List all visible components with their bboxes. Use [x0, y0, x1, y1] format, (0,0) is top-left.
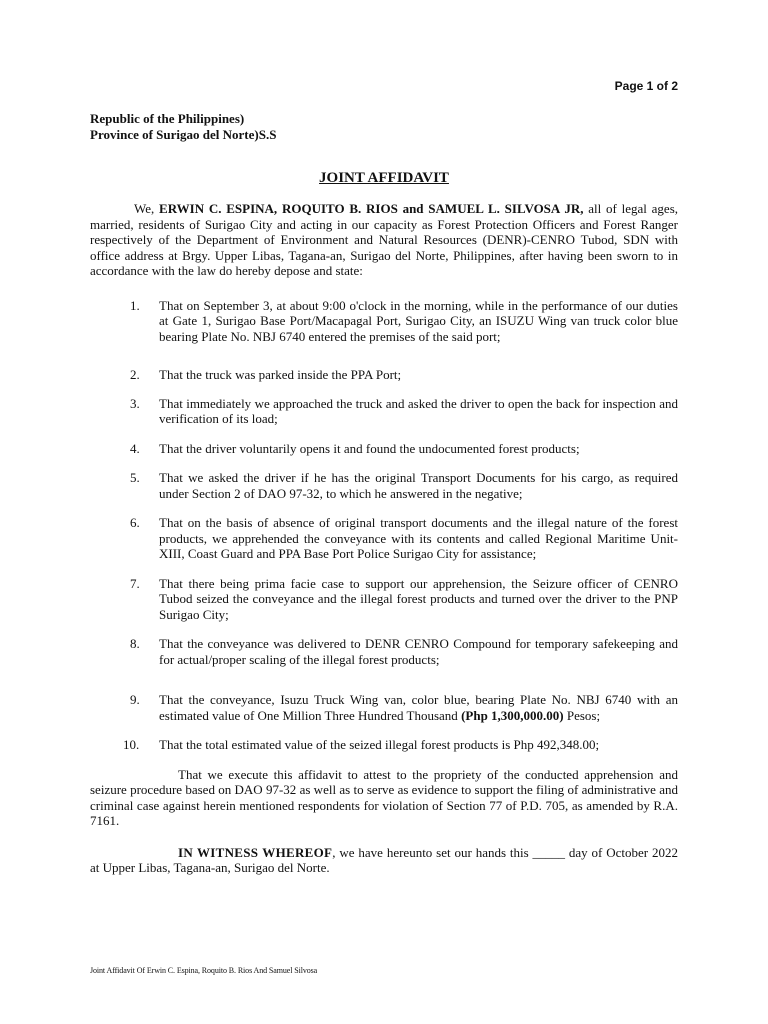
- affidavit-body: [90, 201, 678, 876]
- item-text: That the conveyance, Isuzu Truck Wing van, color blue, bearing Plate No. NBJ 6740 with an estimated value of One Million Three Hundred Thousand: [159, 692, 678, 723]
- item-text: That on the basis of absence of original transport documents and the illegal nature of the forest products, we apprehended the conveyance with its contents and called Regional Maritime Unit-XIII, Coast Guard and PPA Base Port Police Surigao City for assistance;: [159, 515, 678, 561]
- affiant-names: ERWIN C. ESPINA, ROQUITO B. RIOS and SAMUEL L. SILVOSA JR,: [159, 201, 584, 216]
- item-text-after: Pesos;: [563, 707, 601, 723]
- venue-province: Province of Surigao del Norte)S.S: [90, 127, 277, 142]
- closing-paragraph: That we execute this affidavit to attest to the propriety of the conducted apprehension and seizure procedure based on DAO 97-32 as well as to serve as evidence to support the filing of administrative and criminal case against herein mentioned respondents for violation of Section 77 of P.D. 705, as amended by R.A. 7161.: [90, 766, 678, 828]
- item-number: 9.: [130, 692, 140, 707]
- item-number: 7.: [130, 575, 140, 591]
- intro-rest: all of legal ages, married, residents of Surigao City and acting in our capacity as Forest Protection Officers and Forest Ranger respectively of the Department of Environment and Natural Resources (DENR)-CENRO Tubod, SDN with office address at Brgy. Upper Libas, Tagana-an, Surigao del Norte, Philippines, after having been sworn to in accordance with the law do hereby depose and state:: [90, 201, 679, 278]
- list-item: [90, 692, 678, 723]
- item-number: 5.: [130, 470, 140, 485]
- item-text: That we asked the driver if he has the original Transport Documents for his cargo, as required under Section 2 of DAO 97-32, to which he answered in the negative;: [159, 470, 678, 501]
- item-text: That the driver voluntarily opens it and found the undocumented forest products;: [159, 440, 580, 456]
- item-text: That the total estimated value of the seized illegal forest products is Php 492,348.00;: [159, 737, 600, 752]
- page-footer: Joint Affidavit Of Erwin C. Espina, Roquito B. Rios And Samuel Silvosa: [90, 966, 318, 975]
- list-item: [90, 737, 678, 753]
- list-item: [90, 470, 678, 501]
- item-number: 1.: [130, 297, 140, 313]
- intro-paragraph: [90, 201, 678, 279]
- item-text: That there being prima facie case to support our apprehension, the Seizure officer of CENRO Tubod seized the conveyance and the illegal forest products and turned over the driver to the PNP Surigao City;: [159, 575, 678, 622]
- list-item: [90, 515, 678, 562]
- item-text: That the conveyance was delivered to DENR CENRO Compound for temporary safekeeping and for actual/proper scaling of the illegal forest products;: [159, 636, 678, 667]
- item-text: That the truck was parked inside the PPA Port;: [159, 367, 402, 382]
- venue-country: Republic of the Philippines): [90, 111, 245, 126]
- page-number: Page 1 of 2: [614, 79, 678, 93]
- item-number: 6.: [130, 515, 140, 530]
- statement-list: [90, 298, 678, 753]
- list-item: [90, 576, 678, 623]
- witness-text: , we have hereunto set our hands this _____ day of October 2022 at Upper Libas, Tagana-an, Surigao del Norte.: [90, 844, 678, 875]
- item-number: 4.: [130, 440, 140, 456]
- item-number: 8.: [130, 636, 140, 651]
- list-item: [90, 636, 678, 667]
- item-text: That on September 3, at about 9:00 o'clock in the morning, while in the performance of our duties at Gate 1, Surigao Base Port/Macapagal Port, Surigao City, an ISUZU Wing van truck color blue bearing Plate No. NBJ 6740 entered the premises of the said port;: [159, 297, 678, 344]
- item-number: 3.: [130, 395, 140, 411]
- witness-paragraph: [90, 845, 678, 876]
- document-title: JOINT AFFIDAVIT: [319, 170, 449, 186]
- witness-heading: IN WITNESS WHEREOF: [178, 844, 333, 860]
- venue-header: [90, 111, 276, 143]
- item-number: 10.: [123, 737, 140, 752]
- intro-lead: We,: [134, 201, 160, 216]
- item-value-bold: (Php 1,300,000.00): [461, 707, 564, 723]
- item-number: 2.: [130, 367, 140, 382]
- list-item: [90, 298, 678, 345]
- list-item: [90, 396, 678, 427]
- list-item: [90, 441, 678, 457]
- list-item: [90, 367, 678, 383]
- item-text: That immediately we approached the truck and asked the driver to open the back for inspection and verification of its load;: [159, 395, 678, 426]
